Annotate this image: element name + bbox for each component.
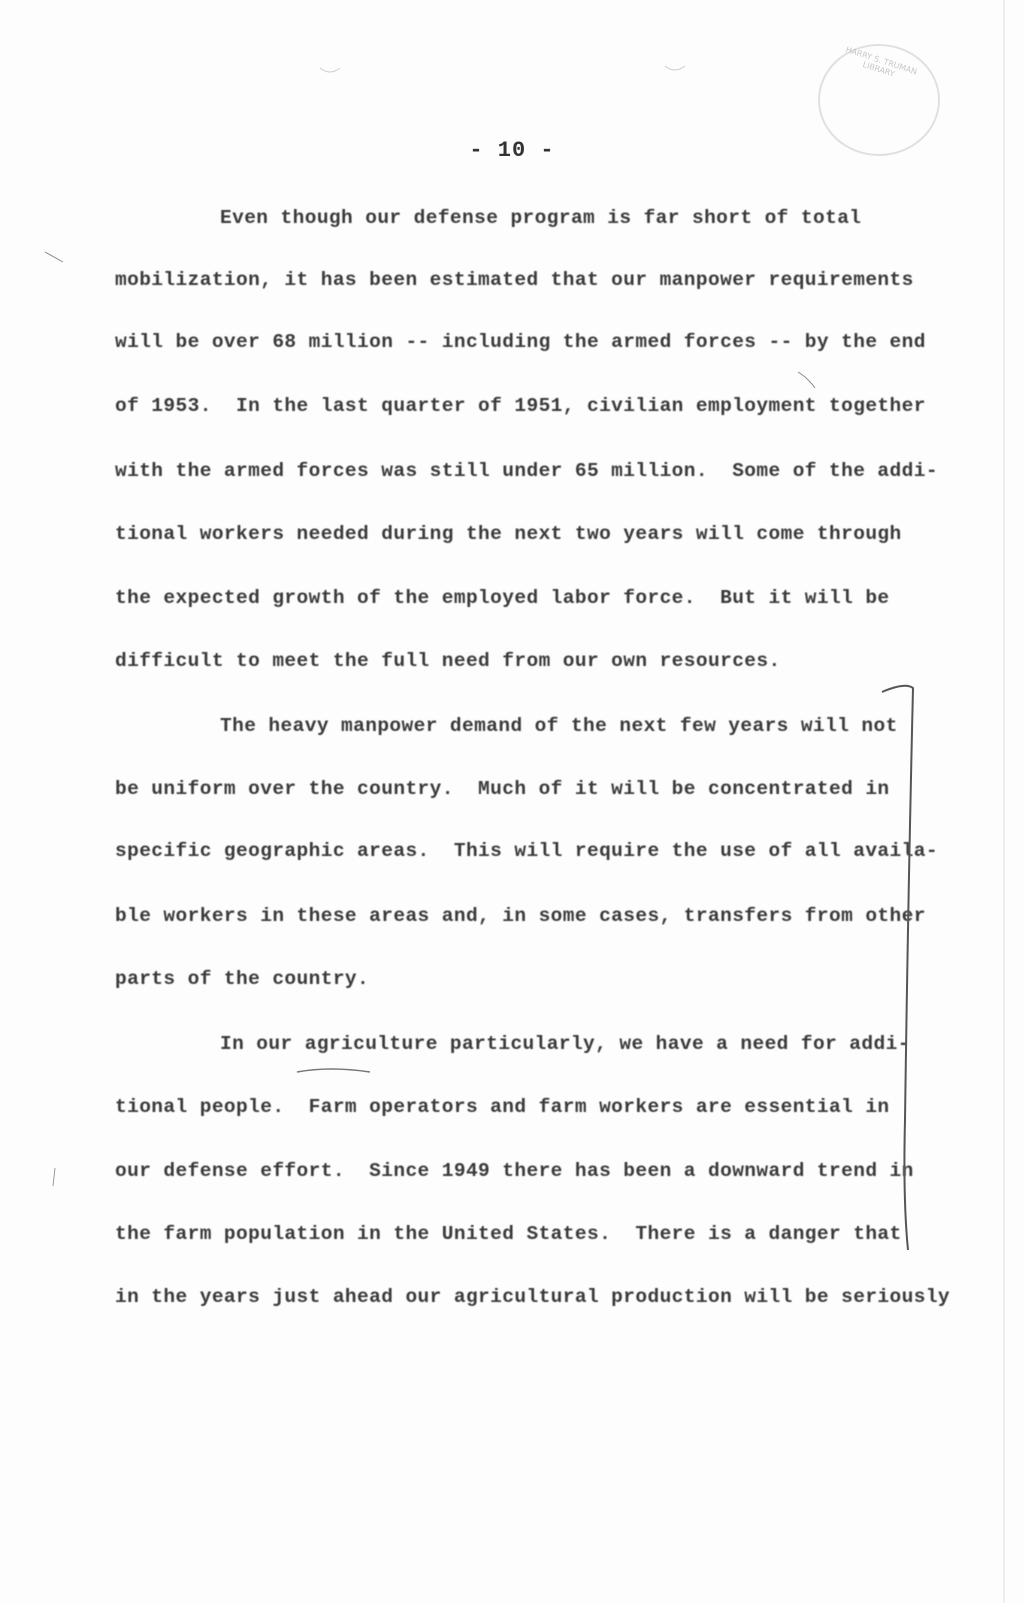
text-line: with the armed forces was still under 65 million. Some of the addi- [115, 460, 938, 482]
text-line: will be over 68 million -- including the armed forces -- by the end [115, 331, 926, 353]
text-line: In our agriculture particularly, we have a need for addi- [220, 1033, 910, 1055]
margin-tick-mark [45, 252, 63, 262]
text-line: mobilization, it has been estimated that our manpower requirements [115, 269, 914, 291]
text-line: The heavy manpower demand of the next few years will not [220, 715, 898, 737]
underline-mark [297, 1069, 370, 1072]
text-line: be uniform over the country. Much of it will be concentrated in [115, 778, 890, 800]
text-line: difficult to meet the full need from our own resources. [115, 650, 781, 672]
text-line: tional people. Farm operators and farm workers are essential in [115, 1096, 890, 1118]
text-line: specific geographic areas. This will require the use of all availa- [115, 840, 938, 862]
text-line: tional workers needed during the next two years will come through [115, 523, 902, 545]
page-number: - 10 - [469, 138, 555, 163]
stamp-text: HARRY S. TRUMAN LIBRARY [844, 44, 919, 79]
text-line: in the years just ahead our agricultural production will be seriously [115, 1286, 951, 1308]
text-line: of 1953. In the last quarter of 1951, civilian employment together [115, 395, 926, 417]
pencil-mark [798, 372, 815, 388]
text-line: our defense effort. Since 1949 there has been a downward trend in [115, 1160, 914, 1182]
text-line: the farm population in the United States. There is a danger that [115, 1223, 902, 1245]
text-line: the expected growth of the employed labor force. But it will be [115, 587, 890, 609]
margin-bracket-mark [882, 686, 913, 1250]
punch-mark [320, 68, 340, 72]
text-line: parts of the country. [115, 968, 370, 990]
text-line: ble workers in these areas and, in some cases, transfers from other [115, 905, 926, 927]
margin-tick-mark [53, 1168, 55, 1186]
punch-mark [665, 66, 685, 70]
text-line: Even though our defense program is far short of total [220, 207, 862, 229]
